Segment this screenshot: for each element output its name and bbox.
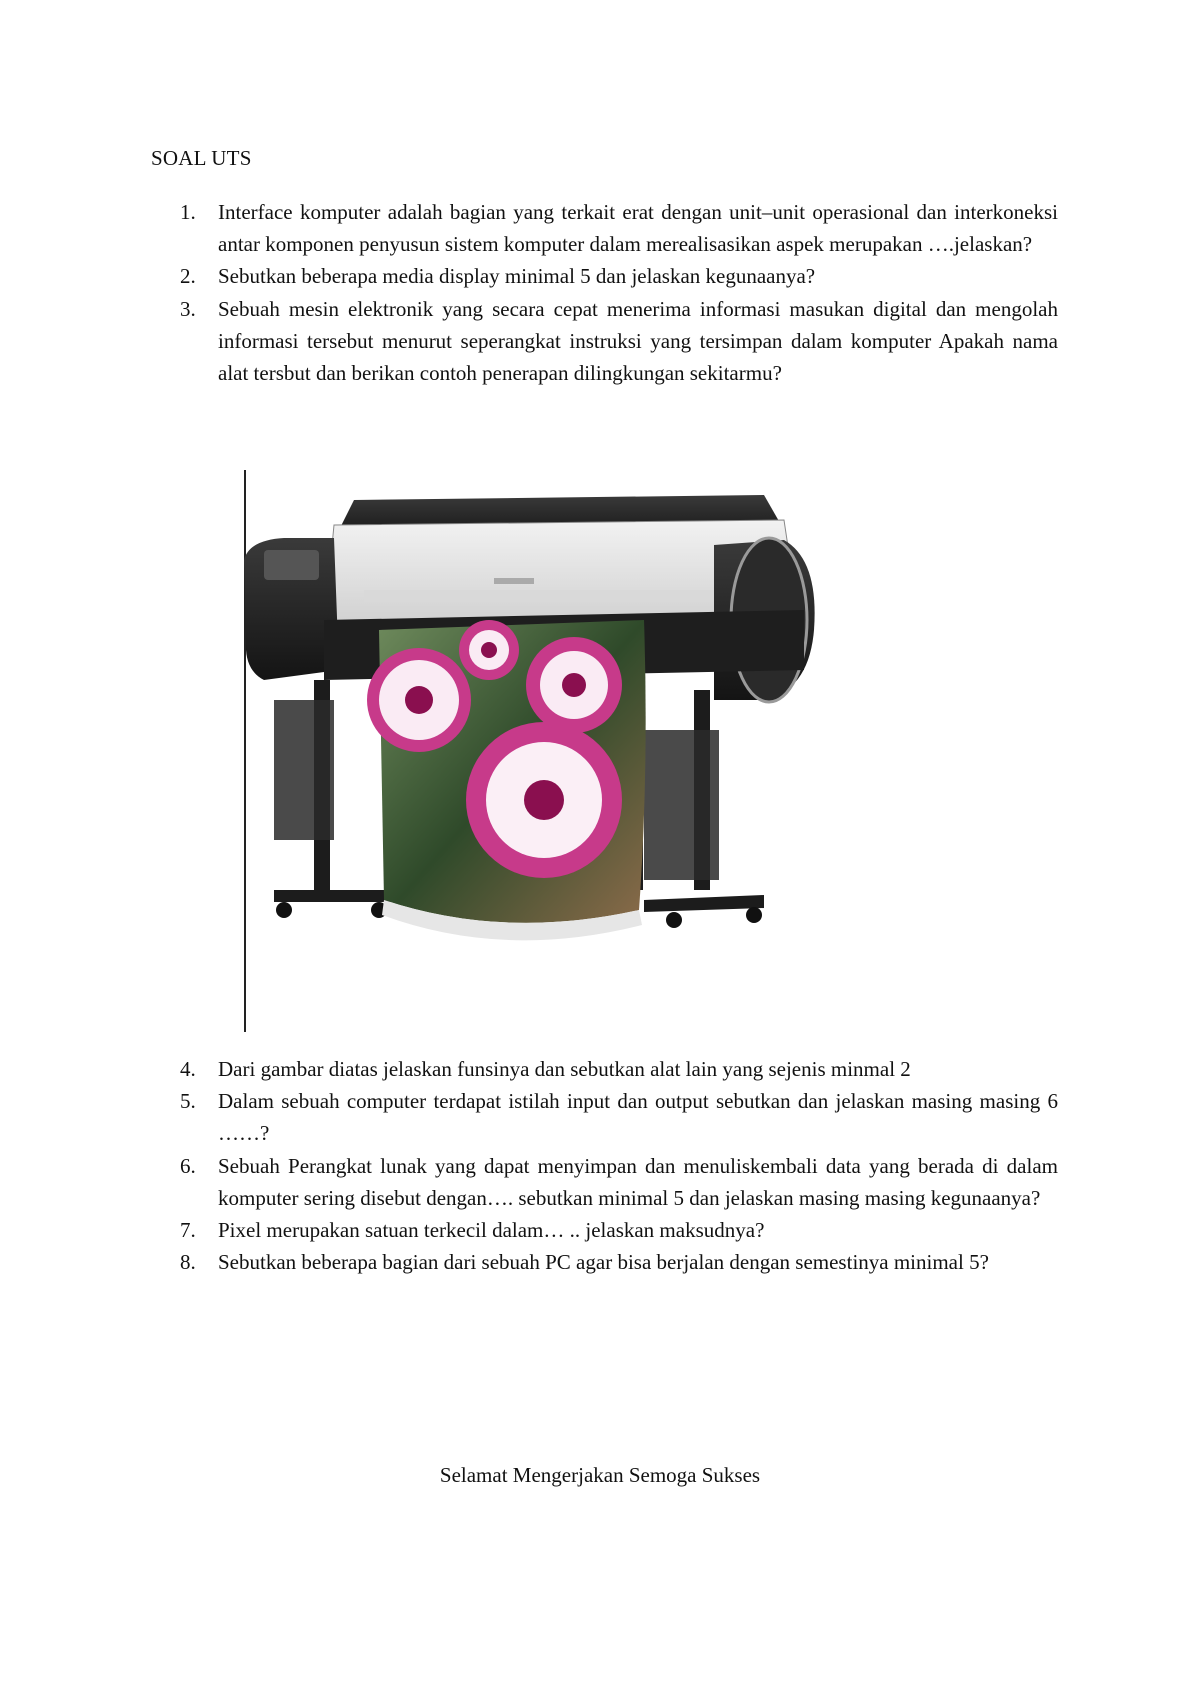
- list-item: [152, 260, 1058, 292]
- list-item: [152, 196, 1058, 260]
- list-item: [152, 1053, 1058, 1085]
- question-number: 1.: [180, 200, 196, 224]
- list-item: [152, 1150, 1058, 1214]
- question-number: 3.: [180, 296, 196, 321]
- list-item: [152, 1246, 1058, 1278]
- printer-figure: [244, 470, 824, 1030]
- question-text: Dari gambar diatas jelaskan funsinya dan sebutkan alat lain yang sejenis minmal 2: [218, 1057, 911, 1081]
- question-number: 4.: [180, 1057, 196, 1081]
- question-number: 2.: [180, 264, 196, 289]
- question-number: 5.: [180, 1089, 196, 1114]
- question-number: 7.: [180, 1218, 196, 1243]
- question-text: Sebuah Perangkat lunak yang dapat menyimpan dan menuliskembali data yang berada di dalam komputer sering disebut dengan…. sebutkan minimal 5 dan jelaskan masing masing kegunaanya?: [218, 1153, 1058, 1210]
- question-list-part1: [152, 196, 1058, 389]
- page-title: SOAL UTS: [151, 146, 252, 170]
- question-number: 8.: [180, 1250, 196, 1275]
- question-text: Interface komputer adalah bagian yang terkait erat dengan unit–unit operasional dan interkoneksi antar komponen penyusun sistem komputer dalam merealisasikan aspek merupakan ….jelaskan?: [218, 200, 1058, 257]
- question-text: Dalam sebuah computer terdapat istilah input dan output sebutkan dan jelaskan masing masing 6 ……?: [218, 1089, 1058, 1146]
- question-text: Sebutkan beberapa bagian dari sebuah PC agar bisa berjalan dengan semestinya minimal 5?: [218, 1250, 989, 1275]
- list-item: [152, 1085, 1058, 1149]
- closing-message: Selamat Mengerjakan Semoga Sukses: [439, 1463, 761, 1487]
- question-text: Pixel merupakan satuan terkecil dalam… .. jelaskan maksudnya?: [218, 1218, 765, 1243]
- list-item: [152, 1214, 1058, 1246]
- question-text: Sebutkan beberapa media display minimal 5 dan jelaskan kegunaanya?: [218, 264, 816, 289]
- list-item: [152, 293, 1058, 390]
- question-number: 6.: [180, 1153, 196, 1178]
- question-list-part2: [152, 1053, 1058, 1278]
- large-format-printer-image: [244, 470, 824, 1030]
- question-text: Sebuah mesin elektronik yang secara cepat menerima informasi masukan digital dan mengolah informasi tersebut menurut seperangkat instruksi yang tersimpan dalam komputer Apakah nama alat tersbut dan berikan contoh penerapan dilingkungan sekitarmu?: [218, 296, 1058, 386]
